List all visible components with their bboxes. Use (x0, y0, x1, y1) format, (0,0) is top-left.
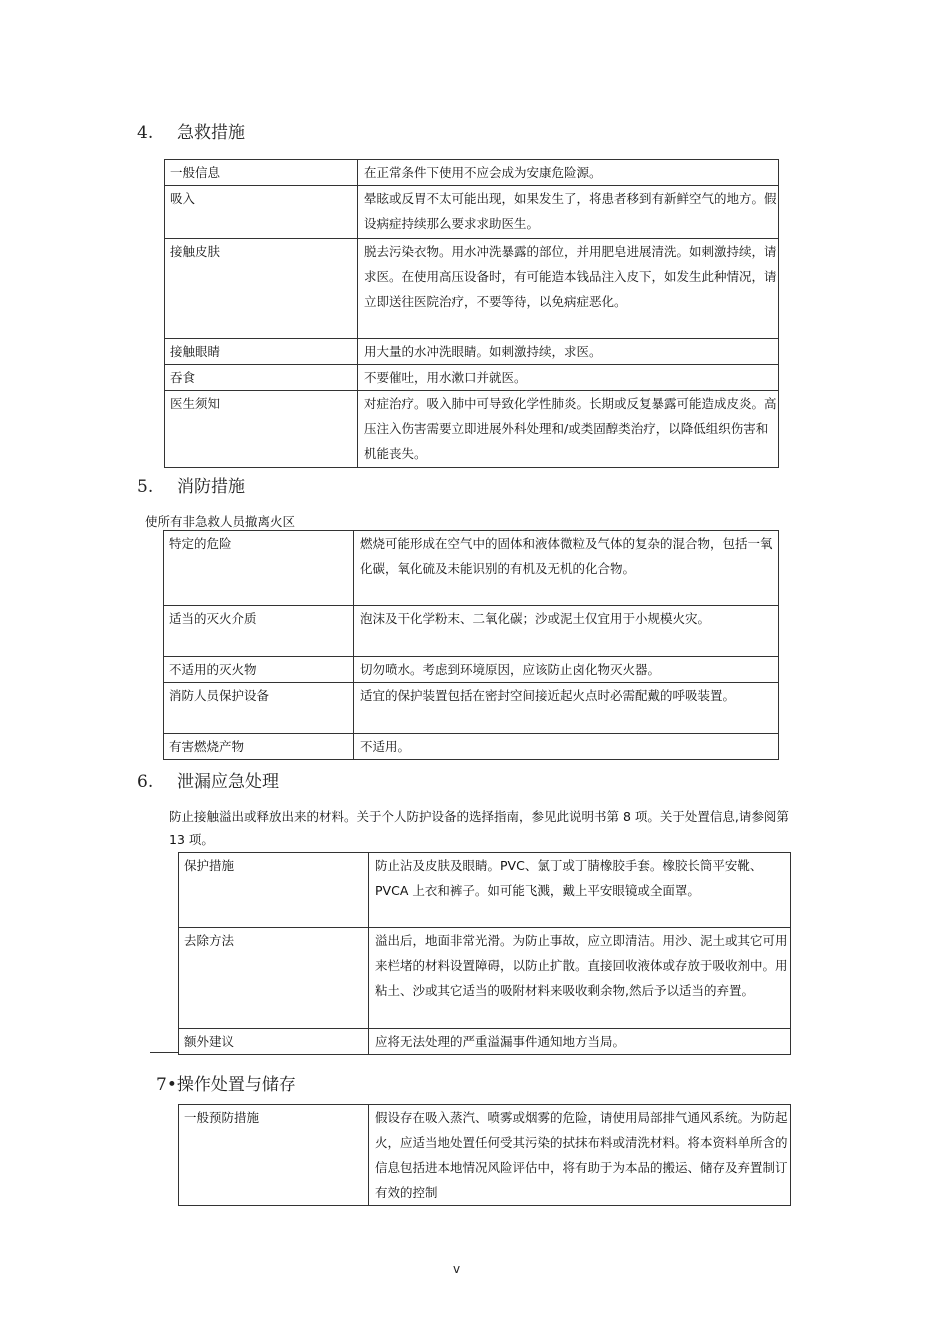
table-row (179, 853, 791, 928)
table-row (165, 160, 779, 186)
table-row (165, 186, 779, 239)
section-title: 泄漏应急处理 (177, 772, 279, 792)
row-label: 接触皮肤 (165, 239, 358, 339)
row-value: 不适用。 (354, 734, 779, 760)
row-label: 一般信息 (165, 160, 358, 186)
row-label: 去除方法 (179, 928, 369, 1029)
row-value: 晕眩或反胃不太可能出现，如果发生了，将患者移到有新鲜空气的地方。假设病症持续那么要求求助医生。 (358, 186, 779, 239)
fire-fighting-table (163, 530, 779, 760)
row-label: 特定的危险 (164, 531, 354, 606)
handling-storage-table (178, 1104, 791, 1206)
row-label: 适当的灭火介质 (164, 606, 354, 657)
table-row (179, 1105, 791, 1206)
row-label: 额外建议 (179, 1029, 369, 1055)
section-number: 6. (137, 772, 154, 792)
row-label: 一般预防措施 (179, 1105, 369, 1206)
section-number: 4. (137, 123, 154, 143)
spill-response-table (178, 852, 791, 1055)
section-title: 操作处置与储存 (176, 1075, 296, 1095)
row-value: 脱去污染衣物。用水冲洗暴露的部位，并用肥皂进展清洗。如刺激持续，请求医。在使用高压设备时，有可能造本钱品注入皮下，如发生此种情况，请立即送往医院治疗，不要等待，以免病症恶化。 (358, 239, 779, 339)
section-5-heading (137, 472, 245, 497)
section-4-heading (137, 118, 245, 143)
row-label: 有害燃烧产物 (164, 734, 354, 760)
section-title: 消防措施 (177, 477, 245, 497)
row-value: 不要催吐，用水漱口并就医。 (358, 365, 779, 391)
section-note: 使所有非急救人员撤离火区 (145, 514, 296, 529)
section-note: 防止接触溢出或释放出来的材料。关于个人防护设备的选择指南，参见此说明书第 8 项。关于处置信息,请参阅第 13 项。 (169, 809, 789, 847)
section-number: 5. (137, 477, 154, 497)
row-value: 防止沾及皮肤及眼睛。PVC、氯丁或丁腈橡胶手套。橡胶长筒平安靴、PVCA 上衣和裤子。如可能飞溅，戴上平安眼镜或全面罩。 (369, 853, 791, 928)
table-row (164, 606, 779, 657)
table-row (164, 683, 779, 734)
row-label: 医生须知 (165, 391, 358, 468)
table-row (164, 531, 779, 606)
row-value: 适宜的保护装置包括在密封空间接近起火点时必需配戴的呼吸装置。 (354, 683, 779, 734)
row-value: 在正常条件下使用不应会成为安康危险源。 (358, 160, 779, 186)
table-row (165, 239, 779, 339)
table-underline (150, 1052, 178, 1053)
section-number: 7• (156, 1075, 177, 1095)
row-value: 对症治疗。吸入肺中可导致化学性肺炎。长期或反复暴露可能造成皮炎。高压注入伤害需要立即进展外科处理和/或类固醇类治疗，以降低组织伤害和机能丧失。 (358, 391, 779, 468)
row-value: 泡沫及干化学粉末、二氧化碳；沙或泥土仅宜用于小规模火灾。 (354, 606, 779, 657)
row-label: 消防人员保护设备 (164, 683, 354, 734)
row-value: 溢出后，地面非常光滑。为防止事故，应立即清洁。用沙、泥土或其它可用来栏堵的材料设置障碍，以防止扩散。直接回收液体或存放于吸收剂中。用粘土、沙或其它适当的吸附材料来吸收剩余物,然后予以适当的弃置。 (369, 928, 791, 1029)
row-value: 应将无法处理的严重溢漏事件通知地方当局。 (369, 1029, 791, 1055)
row-label: 接触眼睛 (165, 339, 358, 365)
section-6-heading (137, 767, 279, 792)
row-label: 吸入 (165, 186, 358, 239)
section-7-heading (156, 1070, 296, 1095)
row-value: 用大量的水冲洗眼睛。如刺激持续，求医。 (358, 339, 779, 365)
table-row (179, 928, 791, 1029)
section-title: 急救措施 (177, 123, 245, 143)
row-label: 吞食 (165, 365, 358, 391)
row-value: 假设存在吸入蒸汽、喷雾或烟雾的危险，请使用局部排气通风系统。为防起火，应适当地处置任何受其污染的拭抹布料或清洗材料。将本资料单所含的信息包括进本地情况风险评估中，将有助于为本品的搬运、储存及弃置制订有效的控制 (369, 1105, 791, 1206)
table-row (164, 657, 779, 683)
table-row (165, 339, 779, 365)
row-value: 切勿喷水。考虑到环境原因，应该防止卤化物灭火器。 (354, 657, 779, 683)
row-value: 燃烧可能形成在空气中的固体和液体微粒及气体的复杂的混合物，包括一氧化碳，氧化硫及未能识别的有机及无机的化合物。 (354, 531, 779, 606)
row-label: 不适用的灭火物 (164, 657, 354, 683)
table-row (164, 734, 779, 760)
table-row (165, 391, 779, 468)
first-aid-table (164, 159, 779, 468)
page-footer: v (453, 1262, 461, 1276)
row-label: 保护措施 (179, 853, 369, 928)
table-row (179, 1029, 791, 1055)
table-row (165, 365, 779, 391)
